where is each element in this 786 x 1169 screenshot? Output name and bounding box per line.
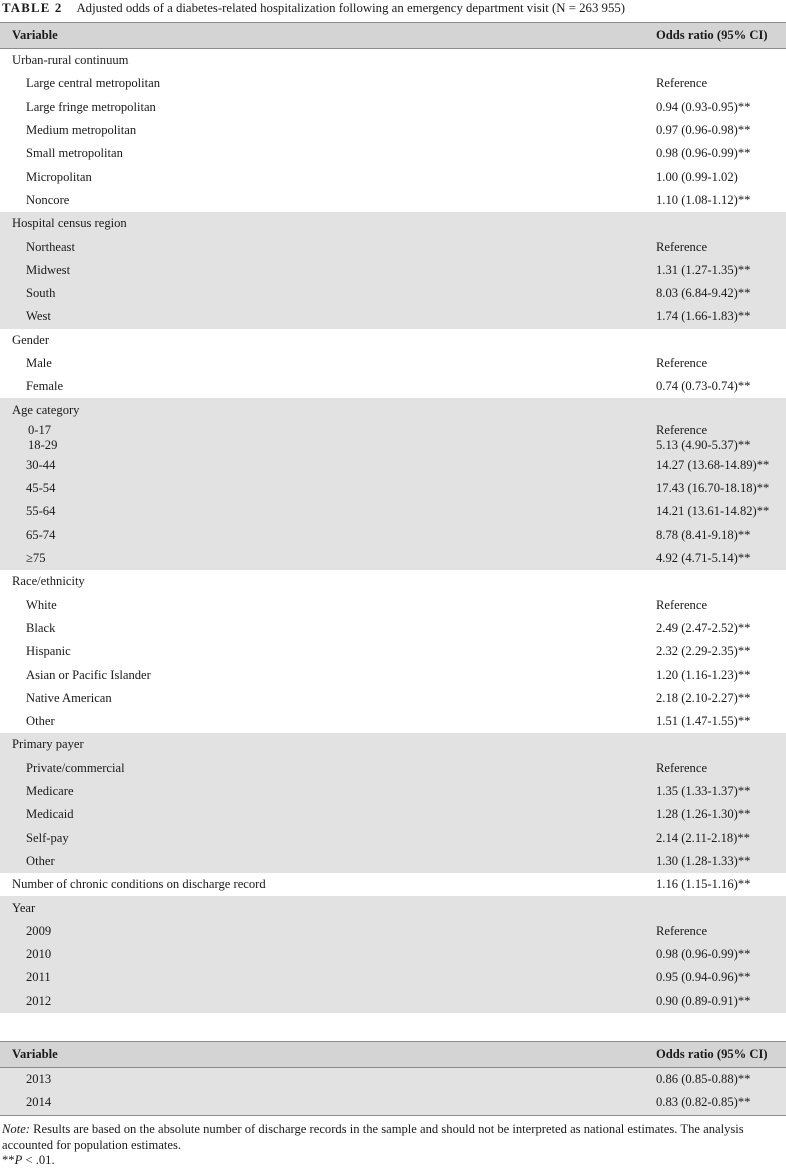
row-label: ≥75 [0,547,648,570]
row-label: Small metropolitan [26,146,123,161]
table-header-row [0,23,786,49]
table-group-row [0,212,786,235]
row-value: Reference [648,757,786,780]
table-row [0,920,786,943]
row-value: 17.43 (16.70-18.18)** [648,477,786,500]
row-value: 1.74 (1.66-1.83)** [648,305,786,328]
table-row [0,96,786,119]
note-text: Results are based on the absolute number of discharge records in the sample and should not be interpreted as national estimates. The analysis accounted for population estimates. [2,1122,744,1152]
row-value: Reference [656,76,708,91]
table-group-row [0,873,786,896]
row-label: Large central metropolitan [26,76,161,91]
table-row [0,1091,786,1115]
row-label: Black [26,620,56,635]
row-label: Hispanic [26,644,71,659]
column-header-odds-ratio: Odds ratio (95% CI) [648,1042,786,1068]
row-value: 0.94 (0.93-0.95)** [656,99,751,114]
table-row [0,165,786,188]
table-row [0,803,786,826]
row-label: 45-54 [0,477,648,500]
row-value: 0.97 (0.96-0.98)** [656,123,751,138]
row-value: 1.00 (0.99-1.02) [656,169,738,184]
row-value: 14.27 (13.68-14.89)** [648,454,786,477]
table-row [0,966,786,989]
table-row [0,594,786,617]
group-value [648,49,786,73]
table-row [0,422,786,454]
row-value: 2.14 (2.11-2.18)** [648,827,786,850]
row-value: 1.10 (1.08-1.12)** [656,192,751,207]
row-label: Medicaid [0,803,648,826]
row-value: 1.20 (1.16-1.23)** [656,667,751,682]
group-value [648,896,786,919]
row-label: South [0,282,648,305]
table-caption [2,1,786,15]
row-label: 2009 [0,920,648,943]
row-value: 2.32 (2.29-2.35)** [656,644,751,659]
row-value: 14.21 (13.61-14.82)** [648,500,786,523]
table-row [0,142,786,165]
table-row [0,990,786,1013]
group-title: Race/ethnicity [12,574,85,589]
significance-mark: ** [2,1153,15,1167]
column-header-variable: Variable [0,1042,648,1068]
row-label: 2010 [0,943,648,966]
row-value: 1.51 (1.47-1.55)** [656,714,751,729]
odds-ratio-table [0,22,786,1013]
odds-ratio-table-continued [0,1041,786,1116]
table-row [0,524,786,547]
table-row [0,943,786,966]
row-label: Asian or Pacific Islander [26,667,151,682]
note-prefix: Note: [2,1122,30,1136]
group-title: Primary payer [0,733,648,756]
table-row [0,710,786,733]
row-value: Reference 5.13 (4.90-5.37)** [648,422,786,454]
group-title: Urban-rural continuum [12,53,129,68]
row-value: 8.03 (6.84-9.42)** [648,282,786,305]
row-value: 4.92 (4.71-5.14)** [648,547,786,570]
row-label: Other [0,850,648,873]
group-value [648,398,786,421]
row-value: 2.18 (2.10-2.27)** [656,690,751,705]
table-group-row [0,896,786,919]
row-value: 0.98 (0.96-0.99)** [648,943,786,966]
row-value: 2.49 (2.47-2.52)** [656,620,751,635]
row-label: 2011 [0,966,648,989]
table-row [0,663,786,686]
table-row [0,1068,786,1092]
group-title: Number of chronic conditions on discharge record [12,877,266,892]
group-value [648,570,786,593]
row-value: 0.74 (0.73-0.74)** [656,379,751,394]
table-note [2,1121,784,1153]
row-value: 0.90 (0.89-0.91)** [648,990,786,1013]
row-label: Micropolitan [26,169,92,184]
row-value: 8.78 (8.41-9.18)** [648,524,786,547]
row-label: Native American [26,690,112,705]
row-label: West [0,305,648,328]
table-row [0,640,786,663]
row-label: 0-17 18-29 [0,422,648,454]
row-label: White [26,597,57,612]
row-value: Reference [648,920,786,943]
row-label: Private/commercial [0,757,648,780]
row-value: 1.30 (1.28-1.33)** [648,850,786,873]
row-value: Reference [656,356,708,370]
row-label: Medium metropolitan [26,123,137,138]
table-row [0,235,786,258]
table-row [0,827,786,850]
table-row [0,850,786,873]
table-group-row [0,733,786,756]
table-row [0,617,786,640]
table-row [0,454,786,477]
table-row [0,72,786,95]
row-label: 2014 [0,1091,648,1115]
table-row [0,687,786,710]
row-label: 30-44 [0,454,648,477]
table-row [0,757,786,780]
table-title: Adjusted odds of a diabetes-related hospitalization following an emergency department visit (N = 263 955) [76,1,626,15]
table-row [0,547,786,570]
group-value [648,212,786,235]
column-header-odds-ratio: Odds ratio (95% CI) [648,23,786,49]
table-group-row [0,398,786,421]
table-row [0,259,786,282]
row-label: Female [26,379,64,394]
group-title: Hospital census region [0,212,648,235]
row-value: 1.28 (1.26-1.30)** [648,803,786,826]
significance-p: P [14,1153,23,1167]
row-label: Noncore [26,192,70,207]
table-row [0,477,786,500]
row-label: Other [26,714,55,729]
row-value: 1.35 (1.33-1.37)** [648,780,786,803]
table-row [0,780,786,803]
table-group-row [0,570,786,593]
column-header-variable: Variable [0,23,648,49]
group-value [648,329,786,352]
row-value: 0.98 (0.96-0.99)** [656,146,751,161]
table-row [0,119,786,142]
table-label: TABLE 2 [2,1,63,15]
row-label: Northeast [0,235,648,258]
table-group-row [0,49,786,73]
row-value: 0.95 (0.94-0.96)** [648,966,786,989]
table-row [0,305,786,328]
row-value: 0.86 (0.85-0.88)** [648,1068,786,1092]
row-label: Midwest [0,259,648,282]
row-label: Male [26,356,52,370]
group-value [648,733,786,756]
group-title: Year [0,896,648,919]
row-value: Reference [656,597,708,612]
row-label: 55-64 [0,500,648,523]
group-title: Gender [12,332,50,347]
row-label: 65-74 [0,524,648,547]
group-title: Age category [0,398,648,421]
row-value: Reference [648,235,786,258]
significance-text: < .01. [22,1153,55,1167]
significance-footnote [2,1153,55,1168]
row-label: Medicare [0,780,648,803]
table-row [0,189,786,212]
row-label: Large fringe metropolitan [26,99,156,114]
table-row [0,282,786,305]
row-value: 1.31 (1.27-1.35)** [648,259,786,282]
row-label: Self-pay [0,827,648,850]
group-value: 1.16 (1.15-1.16)** [656,877,751,892]
table-row [0,352,786,375]
table-row [0,375,786,398]
table-row [0,500,786,523]
table-header-row [0,1042,786,1068]
row-value: 0.83 (0.82-0.85)** [648,1091,786,1115]
table-group-row [0,329,786,352]
row-label: 2013 [0,1068,648,1092]
row-label: 2012 [0,990,648,1013]
